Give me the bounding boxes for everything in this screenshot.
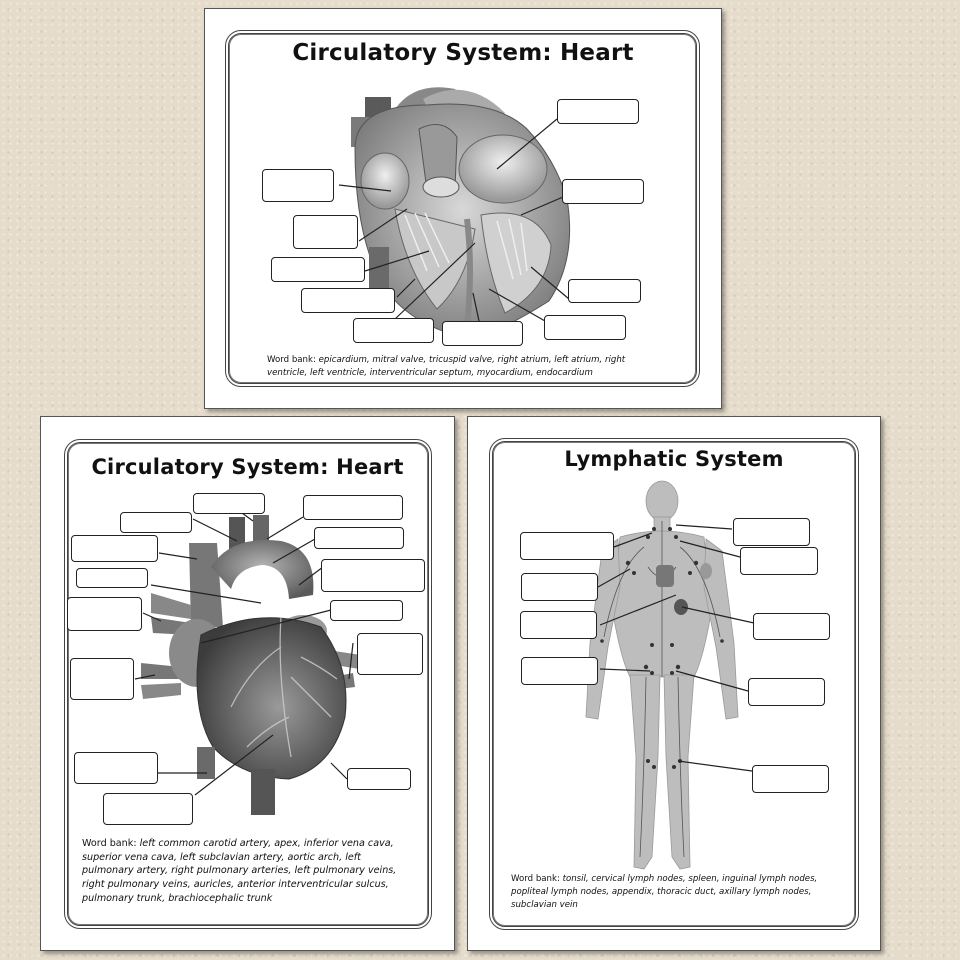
word-bank-label: Word bank: [511,874,563,884]
word-bank [267,354,667,380]
word-bank-label: Word bank: [82,838,140,849]
label-box-3[interactable] [740,547,818,575]
heart-cross-section-illustration [205,9,721,408]
word-bank-label: Word bank: [267,355,319,365]
label-box-6[interactable] [321,559,425,592]
label-box-8[interactable] [330,600,403,621]
label-box-5[interactable] [442,321,523,346]
label-box-8[interactable] [748,678,825,706]
label-box-3[interactable] [568,279,641,303]
label-box-14[interactable] [103,793,193,825]
label-box-2[interactable] [303,495,403,520]
label-box-7[interactable] [76,568,148,588]
label-box-12[interactable] [74,752,158,784]
label-box-3[interactable] [120,512,192,533]
worksheet-heart-exterior [40,416,455,951]
word-bank-terms: left common carotid artery, apex, inferior vena cava, superior vena cava, left subclavian artery, aortic arch, left pulmonary artery, right pulmonary arteries, left pulmonary veins, right pulmonary veins, auricles, anterior interventricular sulcus, pulmonary trunk, brachiocephalic trunk [82,838,397,904]
word-bank-terms: epicardium, mitral valve, tricuspid valve, right atrium, left atrium, right ventricle, left ventricle, interventricular septum, myocardium, endocardium [267,355,626,378]
label-box-4[interactable] [314,527,404,549]
label-box-10[interactable] [357,633,423,675]
label-box-5[interactable] [71,535,158,562]
label-box-2[interactable] [520,532,614,560]
label-box-5[interactable] [520,611,597,639]
word-bank-terms: tonsil, cervical lymph nodes, spleen, inguinal lymph nodes, popliteal lymph nodes, appendix, thoracic duct, axillary lymph nodes, subclavian vein [511,874,818,910]
label-box-4[interactable] [544,315,626,340]
worksheet-title: Lymphatic System [564,447,784,471]
label-box-6[interactable] [353,318,434,343]
label-box-11[interactable] [70,658,134,700]
label-box-9[interactable] [67,597,142,631]
label-box-8[interactable] [271,257,365,282]
worksheet-title: Circulatory System: Heart [91,455,404,479]
word-bank [511,873,846,912]
word-bank [82,837,412,906]
label-box-9[interactable] [293,215,358,249]
worksheet-lymphatic-system [467,416,881,951]
label-box-1[interactable] [733,518,810,546]
worksheet-title: Circulatory System: Heart [292,40,634,66]
label-box-2[interactable] [562,179,644,204]
label-box-1[interactable] [193,493,265,514]
label-box-9[interactable] [752,765,829,793]
label-box-1[interactable] [557,99,639,124]
worksheet-heart-cross-section [204,8,722,409]
label-box-7[interactable] [301,288,395,313]
label-box-6[interactable] [753,613,830,640]
label-box-10[interactable] [262,169,334,202]
label-box-13[interactable] [347,768,411,790]
label-box-7[interactable] [521,657,598,685]
label-box-4[interactable] [521,573,598,601]
